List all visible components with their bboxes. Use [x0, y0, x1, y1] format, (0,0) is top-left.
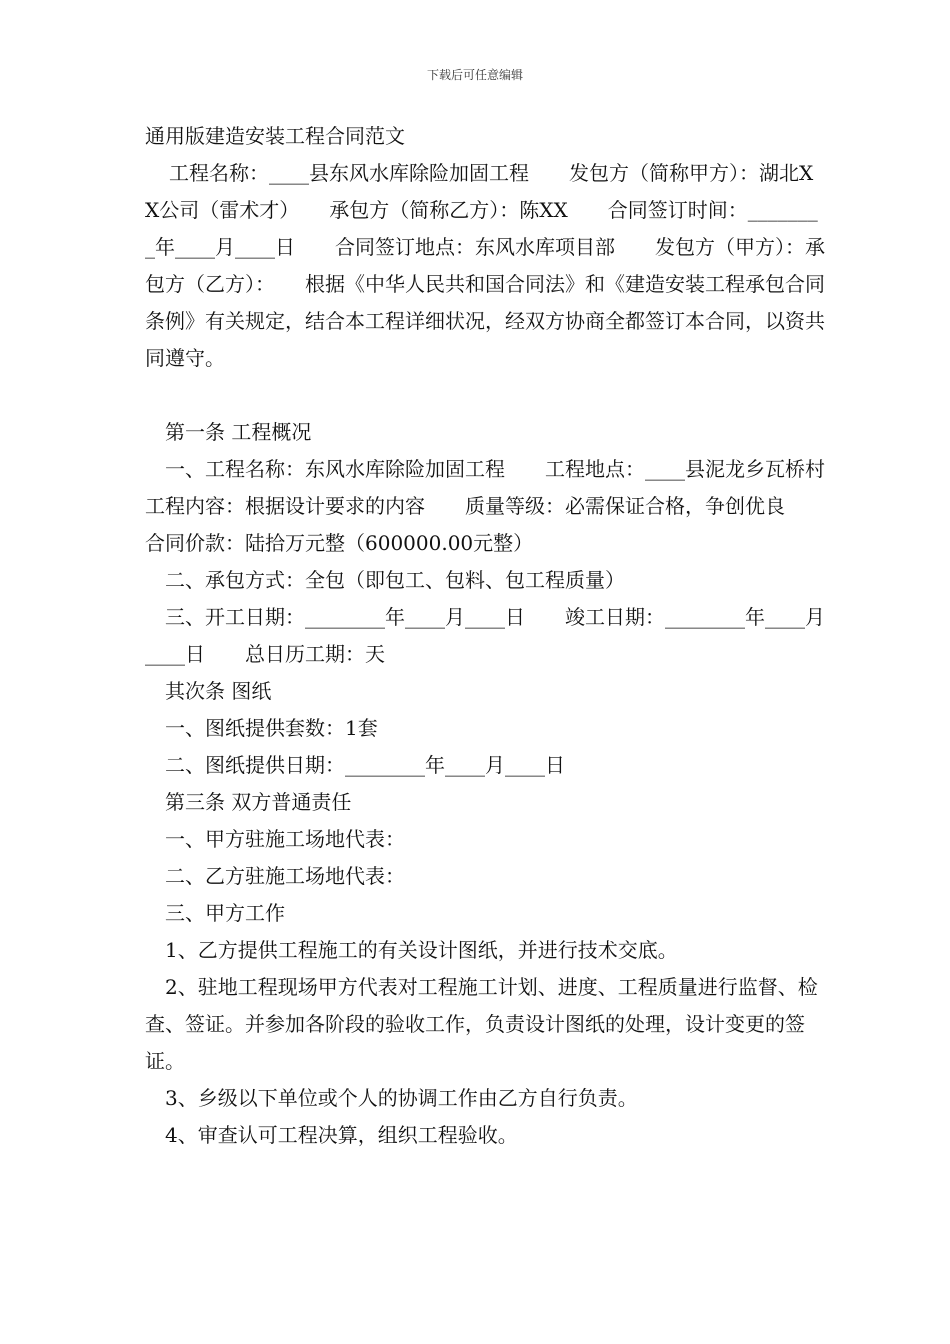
article-3-item-3: 三、甲方工作 [165, 901, 285, 925]
article-1-item-2: 二、承包方式：全包（即包工、包料、包工程质量） [165, 568, 625, 592]
article-3-item-2: 二、乙方驻施工场地代表： [165, 864, 405, 888]
article-2-item-2: 二、图纸提供日期：________年____月____日 [165, 753, 565, 777]
article-1-item-3: 三、开工日期：________年____月____日 竣工日期：________年____月____日 总日历工期：天 [145, 605, 825, 666]
article-1-item-1: 一、工程名称：东风水库除险加固工程 工程地点：____县泥龙乡瓦桥村 工程内容：根据设计要求的内容 质量等级：必需保证合格，争创优良 合同价款：陆拾万元整（600000.00元整） [145, 457, 865, 555]
article-3-sub-2: 2、驻地工程现场甲方代表对工程施工计划、进度、工程质量进行监督、检查、签证。并参加各阶段的验收工作，负责设计图纸的处理，设计变更的签证。 [145, 975, 818, 1073]
paragraph-gap [145, 377, 825, 414]
article-2-heading: 其次条 图纸 [165, 679, 272, 703]
document-title: 通用版建造安装工程合同范文 [145, 124, 405, 148]
article-3-heading: 第三条 双方普通责任 [165, 790, 352, 814]
article-3-sub-3: 3、乡级以下单位或个人的协调工作由乙方自行负责。 [165, 1086, 638, 1110]
contract-preamble: 工程名称：____县东风水库除险加固工程 发包方（简称甲方）：湖北XX公司（雷术才） 承包方（简称乙方）：陈XX 合同签订时间：________年____月____日 合同签订地点：东风水库项目部 发包方（甲方）：承包方（乙方）： 根据《中华人民共和国合同法》和《建造安装工程承包合同条例》有关规定，结合本工程详细状况，经双方协商全都签订本合同，以资共同遵守。 [145, 161, 825, 370]
article-3-item-1: 一、甲方驻施工场地代表： [165, 827, 405, 851]
page-header: 下载后可任意编辑 [426, 68, 523, 82]
article-3-sub-1: 1、乙方提供工程施工的有关设计图纸，并进行技术交底。 [165, 938, 678, 962]
article-3-sub-4: 4、审查认可工程决算，组织工程验收。 [165, 1123, 518, 1147]
article-1-heading: 第一条 工程概况 [165, 420, 312, 444]
document-body [145, 118, 865, 1154]
article-2-item-1: 一、图纸提供套数：1套 [165, 716, 378, 740]
